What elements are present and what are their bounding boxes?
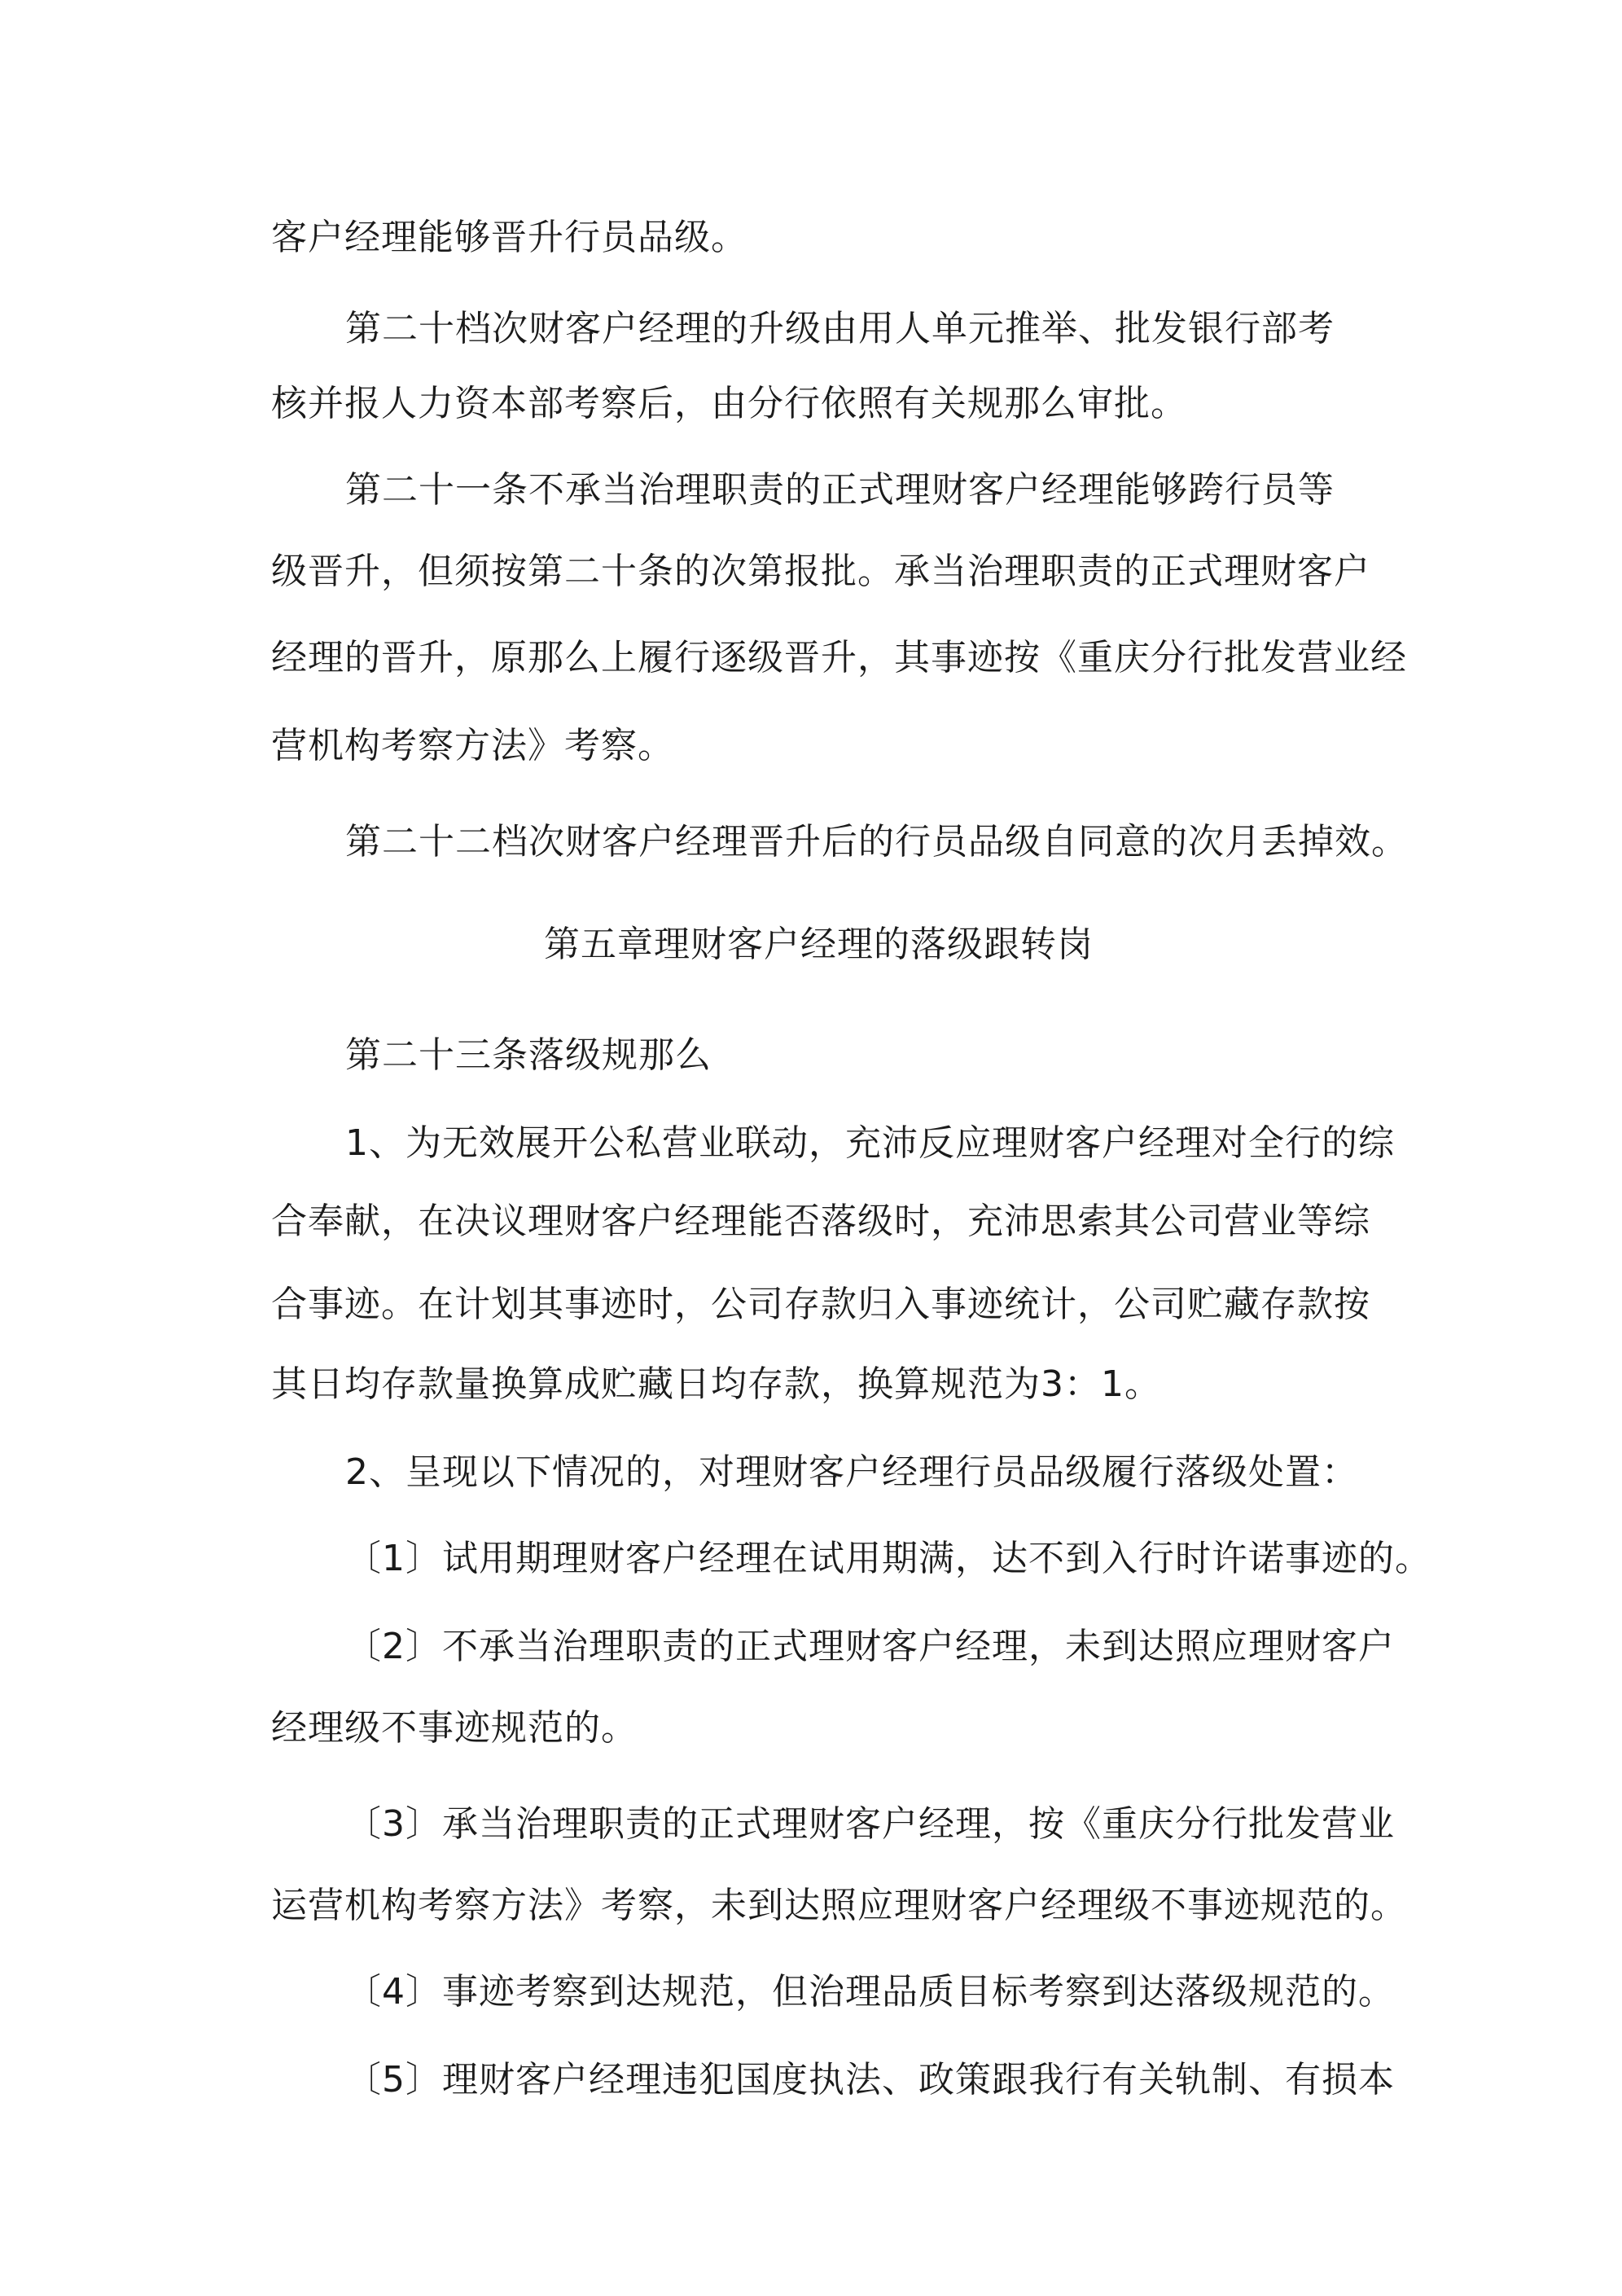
text-line-5: 级晋升，但须按第二十条的次第报批。承当治理职责的正式理财客户 [271,551,1370,592]
text-line-21: 〔4〕事迹考察到达规范，但治理品质目标考察到达落级规范的。 [345,1971,1395,2013]
text-line-14: 其日均存款量换算成贮藏日均存款，换算规范为3：1。 [271,1363,1161,1405]
text-line-10: 第二十三条落级规那么 [345,1034,712,1076]
text-line-4: 第二十一条不承当治理职责的正式理财客户经理能够跨行员等 [345,469,1335,511]
text-line-19: 〔3〕承当治理职责的正式理财客户经理，按《重庆分行批发营业 [345,1803,1395,1845]
text-line-18: 经理级不事迹规范的。 [271,1707,638,1749]
text-line-13: 合事迹。在计划其事迹时，公司存款归入事迹统计，公司贮藏存款按 [271,1284,1370,1325]
text-line-17: 〔2〕不承当治理职责的正式理财客户经理，未到达照应理财客户 [345,1626,1395,1667]
text-line-8: 第二十二档次财客户经理晋升后的行员品级自同意的次月丢掉效。 [345,821,1408,863]
text-line-15: 2、呈现以下情况的，对理财客户经理行员品级履行落级处置： [345,1451,1358,1493]
text-line-22: 〔5〕理财客户经理违犯国度执法、政策跟我行有关轨制、有损本 [345,2059,1395,2101]
text-line-16: 〔1〕试用期理财客户经理在试用期满，达不到入行时许诺事迹的。 [345,1538,1431,1579]
text-line-6: 经理的晋升，原那么上履行逐级晋升，其事迹按《重庆分行批发营业经 [271,637,1407,678]
text-line-11: 1、为无效展开公私营业联动，充沛反应理财客户经理对全行的综 [345,1122,1395,1164]
text-line-2: 第二十档次财客户经理的升级由用人单元推举、批发银行部考 [345,308,1335,349]
text-line-3: 核并报人力资本部考察后，由分行依照有关规那么审批。 [271,383,1187,424]
text-line-7: 营机构考察方法》考察。 [271,725,674,766]
chapter-heading: 第五章理财客户经理的落级跟转岗 [544,924,1094,965]
text-line-12: 合奉献，在决议理财客户经理能否落级时，充沛思索其公司营业等综 [271,1201,1370,1242]
text-line-20: 运营机构考察方法》考察，未到达照应理财客户经理级不事迹规范的。 [271,1885,1407,1926]
text-line-1: 客户经理能够晋升行员品级。 [271,217,747,258]
